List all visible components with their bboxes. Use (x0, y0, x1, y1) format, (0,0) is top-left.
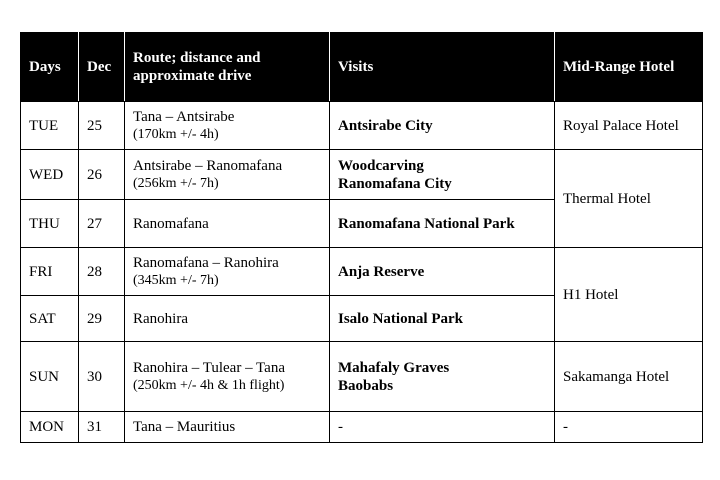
table-row (21, 412, 703, 443)
visit-text: Woodcarving (338, 157, 424, 174)
header-row (21, 33, 703, 102)
header-route: Route; distance and approximate drive (125, 33, 330, 102)
header-days: Days (21, 33, 79, 102)
route-text: Antsirabe – Ranomafana (133, 157, 283, 174)
header-hotel: Mid-Range Hotel (555, 33, 703, 102)
route-text: Ranomafana (133, 215, 209, 232)
visits-cell (330, 200, 555, 248)
route-cell (125, 200, 330, 248)
date-cell: 25 (79, 102, 125, 150)
distance-text: (256km +/- 7h) (133, 175, 219, 191)
day-cell: THU (21, 200, 79, 248)
hotel-cell: - (555, 412, 703, 443)
header-visits: Visits (330, 33, 555, 102)
date-cell: 29 (79, 296, 125, 342)
route-cell (125, 248, 330, 296)
distance-text: (250km +/- 4h & 1h flight) (133, 377, 285, 393)
visit-text: Mahafaly Graves (338, 359, 450, 376)
visits-cell (330, 296, 555, 342)
route-text: Tana – Mauritius (133, 419, 236, 435)
route-text: Ranohira – Tulear – Tana (133, 359, 285, 376)
date-cell: 31 (79, 412, 125, 443)
visits-cell (330, 248, 555, 296)
visits-cell (330, 102, 555, 150)
day-cell: SAT (21, 296, 79, 342)
route-text: Tana – Antsirabe (133, 108, 235, 125)
hotel-cell: Thermal Hotel (555, 150, 703, 248)
day-cell: MON (21, 412, 79, 443)
visit-text: Isalo National Park (338, 310, 464, 327)
itinerary-table (20, 32, 703, 443)
route-text: Ranohira (133, 310, 188, 327)
header-dec: Dec (79, 33, 125, 102)
day-cell: TUE (21, 102, 79, 150)
route-cell (125, 296, 330, 342)
route-cell (125, 342, 330, 412)
visit-text: - (338, 419, 343, 435)
visits-cell (330, 342, 555, 412)
visit-text: Ranomafana National Park (338, 215, 515, 232)
date-cell: 30 (79, 342, 125, 412)
route-cell (125, 102, 330, 150)
date-cell: 26 (79, 150, 125, 200)
route-text: Ranomafana – Ranohira (133, 254, 279, 271)
visit-text: Baobabs (338, 377, 394, 394)
visit-text: Anja Reserve (338, 263, 425, 280)
date-cell: 28 (79, 248, 125, 296)
hotel-cell: Sakamanga Hotel (555, 342, 703, 412)
table-row (21, 150, 703, 200)
day-cell: FRI (21, 248, 79, 296)
hotel-cell: H1 Hotel (555, 248, 703, 342)
distance-text: (345km +/- 7h) (133, 272, 219, 288)
route-cell (125, 150, 330, 200)
visits-cell (330, 150, 555, 200)
distance-text: (170km +/- 4h) (133, 126, 219, 142)
table-row (21, 342, 703, 412)
route-cell (125, 412, 330, 443)
visits-cell (330, 412, 555, 443)
hotel-cell: Royal Palace Hotel (555, 102, 703, 150)
visit-text: Ranomafana City (338, 175, 452, 192)
day-cell: SUN (21, 342, 79, 412)
table-row (21, 102, 703, 150)
date-cell: 27 (79, 200, 125, 248)
visit-text: Antsirabe City (338, 117, 433, 134)
table-row (21, 248, 703, 296)
day-cell: WED (21, 150, 79, 200)
